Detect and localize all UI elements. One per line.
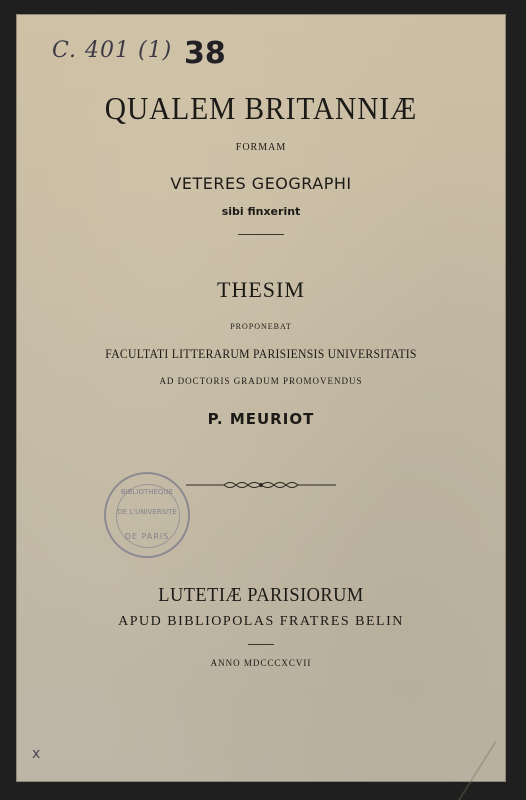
imprint-year: ANNO MDCCCXCVII — [210, 658, 312, 668]
corner-crease — [458, 740, 497, 800]
imprint-publisher: APUD BIBLIOPOLAS FRATRES BELIN — [118, 614, 404, 629]
imprint-divider — [248, 644, 274, 645]
document-title: QUALEM BRITANNIÆ — [104, 90, 418, 126]
title-divider — [238, 234, 284, 235]
stamp-text-middle: DE L'UNIVERSITÉ — [117, 508, 177, 516]
document-cover — [16, 14, 506, 782]
stamp-text-top: BIBLIOTHÈQUE — [120, 488, 174, 496]
author-name: P. MEURIOT — [207, 410, 315, 428]
degree-line: AD DOCTORIS GRADUM PROMOVENDUS — [159, 376, 363, 386]
subtitle-sibi-finxerint: sibi finxerint — [221, 205, 301, 218]
faculty-line: FACULTATI LITTERARUM PARISIENSIS UNIVERSITATIS — [105, 346, 417, 361]
corner-pencil-mark: x — [32, 746, 41, 762]
stamp-text-bottom: DE PARIS — [124, 532, 170, 541]
handwritten-shelfmark: C. 401 (1) — [52, 38, 173, 63]
imprint-place: LUTETIÆ PARISIORUM — [158, 584, 364, 606]
proponebat-line: PROPONEBAT — [230, 322, 292, 331]
shelf-number: 38 — [184, 36, 226, 71]
ornament-divider — [186, 478, 336, 492]
subtitle-formam: FORMAM — [235, 142, 287, 153]
library-stamp — [104, 472, 190, 558]
subtitle-veteres-geographi: VETERES GEOGRAPHI — [170, 174, 352, 193]
thesim-heading: THESIM — [217, 277, 305, 302]
